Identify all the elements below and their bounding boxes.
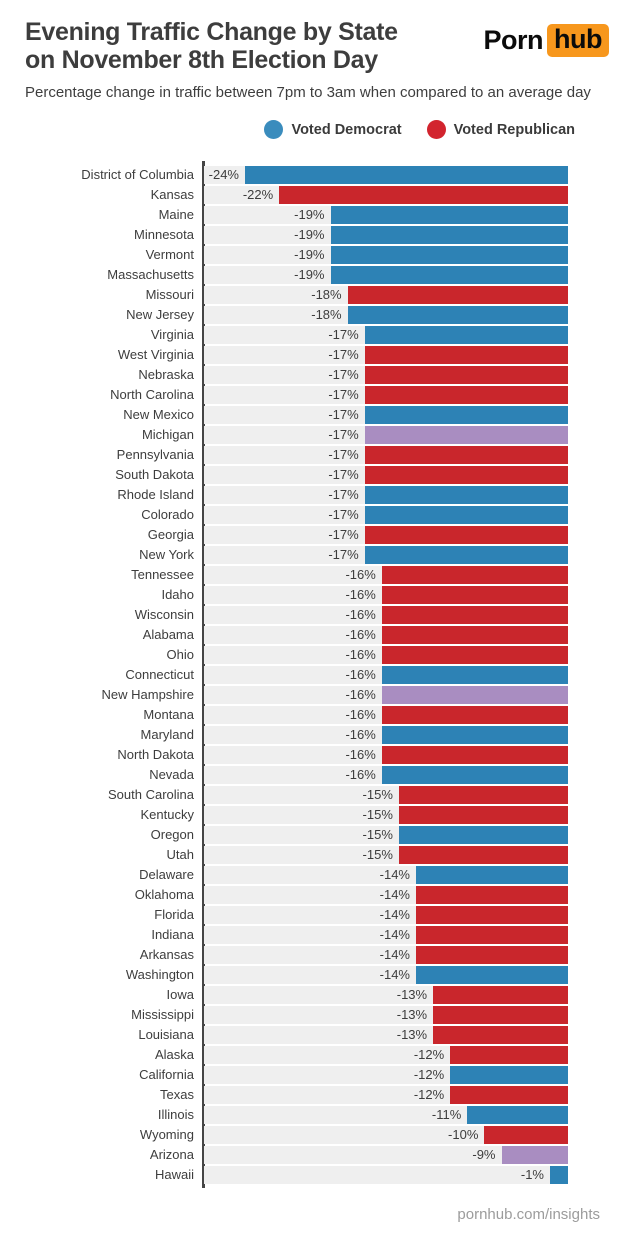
state-label: Idaho [161, 587, 194, 602]
bar-row [0, 706, 620, 724]
value-label: -19% [294, 247, 325, 262]
bar [382, 706, 568, 724]
bar-row [0, 666, 620, 684]
bar [279, 186, 568, 204]
legend-label-democrat: Voted Democrat [291, 121, 402, 138]
democrat-dot-icon [264, 120, 283, 139]
state-label: Virginia [150, 327, 194, 342]
state-label: Georgia [147, 527, 194, 542]
value-label: -14% [379, 947, 410, 962]
bar-track [204, 586, 568, 604]
state-label: Oregon [150, 827, 194, 842]
bar-track [204, 886, 568, 904]
bar-row [0, 246, 620, 264]
state-label: Texas [160, 1087, 194, 1102]
bar [382, 726, 568, 744]
value-label: -18% [311, 307, 342, 322]
bar [365, 406, 568, 424]
bar [365, 526, 568, 544]
bar [331, 246, 569, 264]
state-label: Montana [143, 707, 194, 722]
bar-row [0, 646, 620, 664]
state-label: New Hampshire [101, 687, 194, 702]
bar-chart [0, 166, 620, 1186]
state-label: Florida [154, 907, 194, 922]
bar [382, 566, 568, 584]
bar-row [0, 826, 620, 844]
bar-track [204, 306, 568, 324]
state-label: Mississippi [131, 1007, 194, 1022]
bar-track [204, 246, 568, 264]
bar-row [0, 186, 620, 204]
value-label: -22% [242, 187, 274, 202]
bar-track [204, 186, 568, 204]
value-label: -16% [345, 587, 376, 602]
bar-row [0, 946, 620, 964]
state-label: New Jersey [126, 307, 194, 322]
bar-row [0, 286, 620, 304]
chart-legend [264, 120, 575, 139]
bar-track [204, 826, 568, 844]
value-label: -17% [328, 347, 359, 362]
value-label: -17% [328, 367, 359, 382]
value-label: -15% [362, 787, 393, 802]
state-label: Illinois [157, 1107, 194, 1122]
bar [365, 446, 568, 464]
state-label: Kansas [150, 187, 194, 202]
bar-track [204, 266, 568, 284]
value-label: -17% [328, 547, 359, 562]
state-label: North Dakota [117, 747, 194, 762]
legend-item-democrat [264, 120, 401, 139]
bar-track [204, 166, 568, 184]
bar-row [0, 1166, 620, 1184]
value-label: -17% [328, 387, 359, 402]
state-label: Michigan [141, 427, 194, 442]
value-label: -1% [520, 1167, 544, 1182]
bar-track [204, 566, 568, 584]
bar-row [0, 1006, 620, 1024]
state-label: Nebraska [138, 367, 194, 382]
bar [382, 626, 568, 644]
legend-item-republican [427, 120, 575, 139]
bar-track [204, 926, 568, 944]
value-label: -13% [396, 1007, 428, 1022]
state-label: Tennessee [131, 567, 194, 582]
bar-row [0, 986, 620, 1004]
state-label: North Carolina [110, 387, 194, 402]
value-label: -11% [431, 1107, 462, 1122]
bar-row [0, 426, 620, 444]
bar-track [204, 346, 568, 364]
bar [416, 866, 568, 884]
bar-track [204, 446, 568, 464]
bar [365, 486, 568, 504]
bar-row [0, 386, 620, 404]
value-label: -14% [379, 907, 410, 922]
bar-track [204, 1146, 568, 1164]
bar-track [204, 1166, 568, 1184]
bar [399, 806, 568, 824]
value-label: -14% [379, 887, 410, 902]
state-label: Vermont [145, 247, 194, 262]
bar-row [0, 266, 620, 284]
value-label: -16% [345, 667, 376, 682]
bar-track [204, 546, 568, 564]
state-label: Connecticut [125, 667, 194, 682]
value-label: -14% [379, 927, 410, 942]
bar-row [0, 206, 620, 224]
bar-track [204, 1086, 568, 1104]
bar-row [0, 1146, 620, 1164]
value-label: -12% [413, 1087, 445, 1102]
bar-track [204, 506, 568, 524]
bar [382, 666, 568, 684]
bar-track [204, 366, 568, 384]
state-label: New Mexico [123, 407, 194, 422]
value-label: -13% [396, 1027, 428, 1042]
bar-row [0, 226, 620, 244]
bar-row [0, 686, 620, 704]
state-label: California [139, 1067, 194, 1082]
value-label: -16% [345, 647, 376, 662]
bar-track [204, 866, 568, 884]
value-label: -24% [208, 167, 239, 182]
bar [382, 646, 568, 664]
value-label: -17% [328, 427, 359, 442]
value-label: -12% [413, 1067, 445, 1082]
bar [433, 1006, 568, 1024]
value-label: -12% [413, 1047, 445, 1062]
bar-track [204, 766, 568, 784]
bar [399, 846, 568, 864]
value-label: -17% [328, 447, 359, 462]
value-label: -16% [345, 567, 376, 582]
state-label: South Carolina [108, 787, 194, 802]
value-label: -16% [345, 687, 376, 702]
bar [467, 1106, 568, 1124]
state-label: Louisiana [138, 1027, 194, 1042]
bar-track [204, 1006, 568, 1024]
value-label: -10% [448, 1127, 479, 1142]
bar-row [0, 866, 620, 884]
bar-track [204, 746, 568, 764]
state-label: New York [139, 547, 194, 562]
state-label: Nevada [149, 767, 194, 782]
bar-row [0, 746, 620, 764]
bar-row [0, 406, 620, 424]
state-label: Alaska [154, 1047, 194, 1062]
bar-row [0, 906, 620, 924]
page-title-line2: on November 8th Election Day [25, 46, 378, 74]
value-label: -17% [328, 467, 359, 482]
value-label: -17% [328, 327, 359, 342]
bar [382, 586, 568, 604]
bar [365, 466, 568, 484]
state-label: Oklahoma [134, 887, 194, 902]
bar [416, 926, 568, 944]
bar [365, 506, 568, 524]
value-label: -16% [345, 607, 376, 622]
bar [399, 786, 568, 804]
state-label: Washington [125, 967, 194, 982]
state-label: Wyoming [139, 1127, 194, 1142]
state-label: Arizona [149, 1147, 194, 1162]
legend-label-republican: Voted Republican [453, 121, 575, 138]
footer-url: pornhub.com/insights [457, 1206, 600, 1223]
bar-row [0, 366, 620, 384]
bar-track [204, 286, 568, 304]
bar-track [204, 1066, 568, 1084]
bar-row [0, 806, 620, 824]
state-label: Iowa [166, 987, 194, 1002]
bar [382, 766, 568, 784]
bar-track [204, 846, 568, 864]
bar-row [0, 586, 620, 604]
bar-row [0, 1106, 620, 1124]
bar-row [0, 546, 620, 564]
state-label: South Dakota [115, 467, 194, 482]
bar-track [204, 1026, 568, 1044]
bar-row [0, 846, 620, 864]
value-label: -16% [345, 627, 376, 642]
state-label: Wisconsin [134, 607, 194, 622]
state-label: Pennsylvania [116, 447, 194, 462]
bar-track [204, 646, 568, 664]
state-label: Hawaii [154, 1167, 194, 1182]
bar-track [204, 686, 568, 704]
state-label: Rhode Island [117, 487, 194, 502]
bar [484, 1126, 568, 1144]
bar-track [204, 406, 568, 424]
bar [331, 206, 569, 224]
bar [382, 746, 568, 764]
bar [365, 366, 568, 384]
state-label: Delaware [139, 867, 194, 882]
value-label: -13% [396, 987, 428, 1002]
value-label: -15% [362, 847, 393, 862]
bar-row [0, 726, 620, 744]
value-label: -14% [379, 867, 410, 882]
bar-row [0, 1046, 620, 1064]
republican-dot-icon [427, 120, 446, 139]
value-label: -16% [345, 707, 376, 722]
bar [382, 686, 568, 704]
bar-row [0, 1126, 620, 1144]
value-label: -19% [294, 207, 325, 222]
bar-row [0, 506, 620, 524]
page-title-line1: Evening Traffic Change by State [25, 18, 398, 46]
bar-row [0, 326, 620, 344]
bar-row [0, 886, 620, 904]
bar-track [204, 226, 568, 244]
bar-track [204, 1046, 568, 1064]
value-label: -17% [328, 407, 359, 422]
value-label: -16% [345, 747, 376, 762]
bar-track [204, 726, 568, 744]
state-label: Missouri [145, 287, 194, 302]
value-label: -19% [294, 267, 325, 282]
bar-row [0, 1066, 620, 1084]
bar-row [0, 1026, 620, 1044]
value-label: -9% [472, 1147, 496, 1162]
bar-row [0, 626, 620, 644]
bar-track [204, 986, 568, 1004]
bar-track [204, 426, 568, 444]
bar-row [0, 1086, 620, 1104]
bar [365, 426, 568, 444]
value-label: -19% [294, 227, 325, 242]
bar-row [0, 566, 620, 584]
bar [416, 946, 568, 964]
state-label: Colorado [141, 507, 194, 522]
bar-row [0, 926, 620, 944]
bar [502, 1146, 569, 1164]
bar-track [204, 1106, 568, 1124]
value-label: -18% [311, 287, 342, 302]
bar-row [0, 446, 620, 464]
value-label: -17% [328, 487, 359, 502]
state-label: Maine [158, 207, 194, 222]
value-label: -14% [379, 967, 410, 982]
state-label: Ohio [166, 647, 194, 662]
state-label: Arkansas [139, 947, 194, 962]
state-label: Maryland [140, 727, 194, 742]
bar [450, 1066, 568, 1084]
bar-track [204, 486, 568, 504]
bar-row [0, 306, 620, 324]
bar [245, 166, 568, 184]
bar-row [0, 346, 620, 364]
value-label: -17% [328, 527, 359, 542]
bar-track [204, 906, 568, 924]
bar-track [204, 806, 568, 824]
bar-track [204, 666, 568, 684]
state-label: Indiana [151, 927, 194, 942]
bar [382, 606, 568, 624]
value-label: -17% [328, 507, 359, 522]
bar [433, 986, 568, 1004]
bar-row [0, 966, 620, 984]
bar-track [204, 386, 568, 404]
bar-track [204, 526, 568, 544]
bar-track [204, 326, 568, 344]
state-label: Kentucky [140, 807, 194, 822]
state-label: Alabama [142, 627, 194, 642]
state-label: Minnesota [134, 227, 194, 242]
bar [365, 326, 568, 344]
bar [365, 386, 568, 404]
bar-track [204, 786, 568, 804]
bar [365, 346, 568, 364]
state-label: West Virginia [117, 347, 194, 362]
bar [416, 886, 568, 904]
bar-row [0, 466, 620, 484]
bar [331, 266, 569, 284]
bar [399, 826, 568, 844]
state-label: Massachusetts [107, 267, 194, 282]
state-label: Utah [166, 847, 194, 862]
state-label: District of Columbia [81, 167, 194, 182]
bar-rows [0, 166, 620, 1184]
logo-text-porn: Porn [483, 25, 544, 55]
bar-row [0, 606, 620, 624]
bar-track [204, 466, 568, 484]
bar [348, 286, 568, 304]
logo-text-hub: hub [547, 24, 609, 57]
bar-row [0, 786, 620, 804]
value-label: -15% [362, 827, 393, 842]
bar-track [204, 966, 568, 984]
bar [416, 966, 568, 984]
bar-row [0, 526, 620, 544]
bar [450, 1086, 568, 1104]
value-label: -16% [345, 727, 376, 742]
bar [550, 1166, 568, 1184]
bar-track [204, 706, 568, 724]
bar-row [0, 766, 620, 784]
bar [365, 546, 568, 564]
bar-track [204, 206, 568, 224]
bar-track [204, 1126, 568, 1144]
bar-track [204, 946, 568, 964]
page-title [25, 18, 398, 74]
bar [450, 1046, 568, 1064]
chart-subtitle: Percentage change in traffic between 7pm to 3am when compared to an average day [25, 84, 591, 101]
bar [416, 906, 568, 924]
bar-track [204, 626, 568, 644]
bar [331, 226, 569, 244]
value-label: -15% [362, 807, 393, 822]
bar [348, 306, 568, 324]
pornhub-logo [484, 24, 610, 57]
bar-row [0, 486, 620, 504]
bar [433, 1026, 568, 1044]
bar-row [0, 166, 620, 184]
bar-track [204, 606, 568, 624]
value-label: -16% [345, 767, 376, 782]
